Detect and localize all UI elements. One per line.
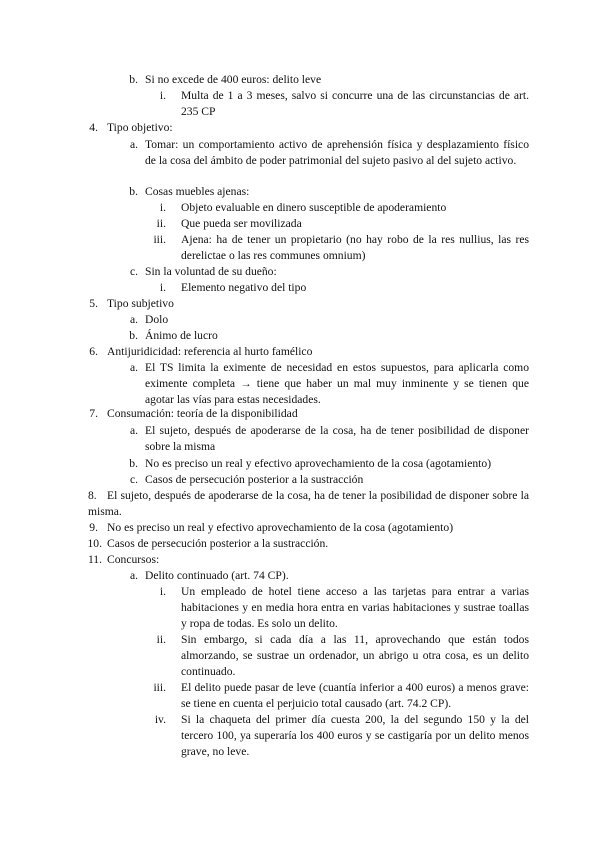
list-item [0,472,600,488]
list-text: Consumación: teoría de la disponibilidad [107,407,298,420]
list-marker: c. [129,265,138,278]
list-item [0,216,600,232]
list-marker: 5. [89,297,98,310]
list-marker: i. [159,201,166,214]
list-text: Que pueda ser movilizada [181,217,302,230]
list-text: Sin la voluntad de su dueño: [145,265,277,278]
list-marker: b. [129,329,138,342]
list-marker: iii. [153,233,166,246]
list-item [0,88,600,120]
list-text: Ánimo de lucro [145,329,218,342]
list-text: Un empleado de hotel tiene acceso a las tarjetas para entrar a varias habitaciones y en media hora entra en varias habitaciones y sustrae toallas y ropa de todas. Es solo un delito. [181,585,529,630]
list-item [0,184,600,200]
list-text: Sin embargo, si cada día a las 11, aprovechando que están todos almorzando, se sustrae un ordenador, un abrigo u otra cosa, es un delito continuado. [181,633,529,678]
list-item [0,232,600,264]
list-text: Casos de persecución posterior a la sustracción. [107,537,329,550]
list-marker: 8. [88,489,97,502]
list-marker: a. [129,138,138,151]
list-text: Antijuridicidad: referencia al hurto famélico [107,345,313,358]
list-text: Cosas muebles ajenas: [145,185,250,198]
list-item [0,488,600,520]
list-text: Tipo objetivo: [107,121,173,134]
list-marker: i. [159,281,166,294]
list-marker: 6. [89,345,98,358]
list-item [0,712,600,760]
list-item [0,584,600,632]
list-marker: c. [129,473,138,486]
list-marker: ii. [156,217,166,230]
list-marker: iv. [154,713,166,726]
list-item [0,423,600,455]
list-text: Ajena: ha de tener un propietario (no hay robo de la res nullius, las res derelictae o las res communes omnium) [181,233,529,262]
list-item [0,312,600,328]
list-item [0,296,600,312]
list-text: Multa de 1 a 3 meses, salvo si concurre una de las circunstancias de art. 235 CP [181,89,529,118]
list-text: Objeto evaluable en dinero susceptible de apoderamiento [181,201,447,214]
list-item [0,344,600,360]
list-item [0,280,600,296]
list-marker: i. [159,89,166,102]
list-text: El TS limita la eximente de necesidad en estos supuestos, para aplicarla como eximente completa → tiene que haber un mal muy inminente y se tienen que agotar las vías para estas necesidades. [145,361,529,406]
list-marker: a. [129,569,138,582]
list-text: Dolo [145,313,169,326]
list-item [0,632,600,680]
list-marker: 11. [87,553,102,566]
list-item [0,520,600,536]
list-text: Si la chaqueta del primer día cuesta 200, la del segundo 150 y la del tercero 100, ya superaría los 400 euros y se castigaría por un delito menos grave, no leve. [181,713,529,758]
list-marker: iii. [153,681,166,694]
list-marker: b. [129,185,138,198]
list-item [0,406,600,422]
list-item [0,328,600,344]
list-item [0,536,600,552]
list-item [0,200,600,216]
list-item [0,72,600,88]
list-item [0,568,600,584]
list-marker: 9. [89,521,98,534]
list-text: Tomar: un comportamiento activo de aprehensión física y desplazamiento físico de la cosa del ámbito de poder patrimonial del sujeto pasivo al del sujeto activo. [145,138,529,167]
list-marker: 7. [89,407,98,420]
list-item [0,360,600,408]
list-item [0,456,600,472]
list-text-body: El sujeto, después de apoderarse de la cosa, ha de tener la posibilidad de disponer sobre la misma. [88,489,529,518]
list-marker: a. [129,361,138,374]
list-item [0,552,600,568]
list-text: Si no excede de 400 euros: delito leve [145,73,322,86]
list-marker: 4. [89,121,98,134]
list-marker: a. [129,313,138,326]
list-text: Concursos: [107,553,160,566]
list-item [0,137,600,185]
list-marker: b. [129,457,138,470]
list-item [0,680,600,712]
list-text: El sujeto, después de apoderarse de la cosa, ha de tener posibilidad de disponer sobre la misma [145,424,529,453]
list-marker: a. [129,424,138,437]
list-text: Tipo subjetivo [107,297,174,310]
list-item [0,120,600,136]
list-text: Elemento negativo del tipo [181,281,307,294]
list-text: Casos de persecución posterior a la sustracción [145,473,364,486]
list-marker: ii. [156,633,166,646]
list-text [88,488,529,520]
list-text: No es preciso un real y efectivo aprovechamiento de la cosa (agotamiento) [145,457,492,470]
list-marker: i. [159,585,166,598]
list-text: No es preciso un real y efectivo aprovechamiento de la cosa (agotamiento) [107,521,454,534]
list-marker: 10. [87,537,102,550]
list-text: Delito continuado (art. 74 CP). [145,569,289,582]
list-item [0,264,600,280]
list-text: El delito puede pasar de leve (cuantía inferior a 400 euros) a menos grave: se tiene en cuenta el perjuicio total causado (art. 74.2 CP). [181,681,529,710]
list-marker: b. [129,73,138,86]
